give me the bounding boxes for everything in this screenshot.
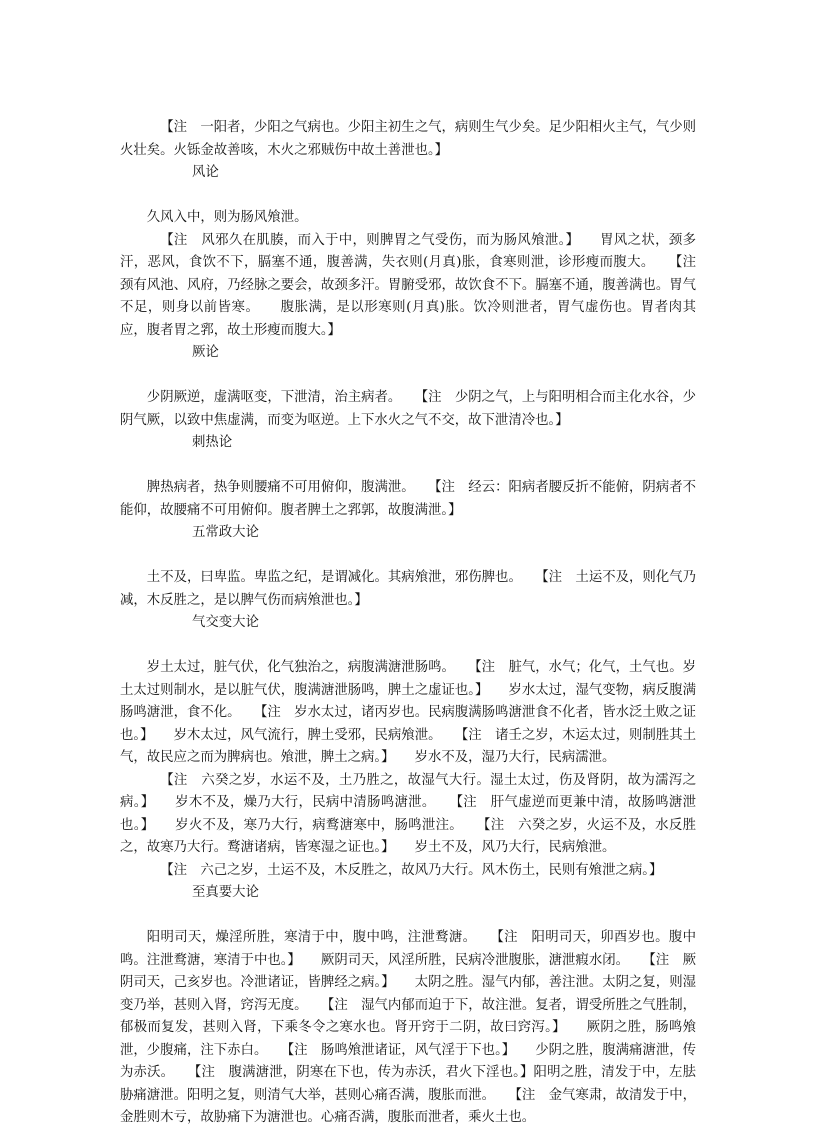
section-heading: 刺热论 (192, 435, 233, 450)
section-heading: 气交变大论 (192, 615, 259, 630)
annotation-text: 【注 土运不及，则化气乃减，木反胜之，是以脾气伤而病飧泄也。】 (120, 570, 696, 608)
annotation-text: 【注 岁水太过，诸丙岁也。民病腹满肠鸣溏泄食不化者，皆水泛土败之证也。】 (120, 705, 696, 743)
source-text: 岁木太过，风气流行，脾土受邪，民病飧泄。 (146, 727, 435, 743)
annotation-text: 【注 腹满溏泄，阴寒在下也，传为赤沃，君火下淫也。】 (167, 1065, 534, 1080)
annotation-text: 【注 六己之岁，土运不及，木反胜之，故风乃大行。风木伤土，民则有飧泄之病。】 (160, 862, 663, 878)
source-text: 岁水太过，湿气变物，病反腹满肠鸣溏泄，食不化。 (120, 682, 696, 720)
source-text: 岁水不及，湿乃大行，民病濡泄。 (387, 750, 616, 765)
section-heading: 至真要大论 (192, 885, 259, 900)
source-text: 厥阴司天，风淫所胜，民病冷泄腹胀，溏泄瘕水闭。 (294, 952, 623, 968)
section-heading: 五常政大论 (192, 525, 259, 540)
paragraph (120, 117, 696, 162)
annotation-text: 【注 湿气内郁而迫于下，故注泄。复者，谓受所胜之气胜制，郁极而复发，甚则入肾，下乘冬令之寒水也。肾开窍于二阴，故曰窍泻。】 (120, 997, 696, 1035)
annotation-text: 【注 脏气，水气；化气，土气也。岁土太过则制水，是以脏气伏，腹满溏泄肠鸣，脾土之虚证也。】 (120, 660, 696, 698)
annotation-text: 【注 厥阴司天，己亥岁也。冷泄诸证，皆脾经之病。】 (120, 952, 696, 990)
source-text: 土不及，曰卑监。卑监之纪，是谓减化。其病飧泄，邪伤脾也。 (146, 570, 516, 585)
annotation-text: 【注 风邪久在肌腠，而入于中，则脾胃之气受伤，而为肠风飧泄。】 (160, 232, 573, 248)
paragraph (120, 770, 696, 860)
source-text: 岁土不及，风乃大行，民病飧泄。 (387, 840, 616, 855)
source-text: 少阴之胜，腹满痛溏泄，传为赤沃。 (120, 1042, 696, 1080)
source-text: 岁土太过，脏气伏，化气独治之，病腹满溏泄肠鸣。 (146, 660, 449, 675)
annotation-text: 【注 一阳者，少阳之气病也。少阳主初生之气，病则生气少矣。足少阳相火主气，气少则火壮矣。火铄金故善咳，木火之邪贼伤中故土善泄也。】 (120, 120, 696, 158)
source-text: 太阴之胜。湿气内郁，善注泄。太阴之复，则湿变乃举，甚则入肾，窍泻无度。 (120, 975, 696, 1013)
annotation-text: 【注 经云：阳病者腰反折不能俯，阴病者不能仰，故腰痛不可用俯仰。腹者脾土之郛郭，故腹满泄。】 (120, 480, 696, 518)
annotation-text: 【注 六癸之岁，水运不及，土乃胜之，故湿气大行。湿土太过，伤及肾阴，故为濡泻之病。】 (120, 772, 696, 810)
paragraph (120, 927, 696, 1130)
paragraph (120, 477, 696, 522)
annotation-text: 【注 六癸之岁，火运不及，水反胜之，故寒乃大行。鹜溏诸病，皆寒湿之证也。】 (120, 817, 696, 855)
source-text: 久风入中，则为肠风飧泄。 (146, 210, 308, 225)
annotation-text: 【注 颈有风池、风府，乃经脉之要会，故颈多汗。胃腑受邪，故饮食不下。膈塞不通，腹善满也。胃气不足，则身以前皆寒。 腹胀满，是以形寒则(月真)胀。饮冷则泄者，胃气虚伤也。胃者肉其应，腹者胃之郛，故土形瘦而腹大。】 (120, 255, 710, 338)
paragraph (120, 207, 696, 230)
source-text: 少阴厥逆，虚满呕变，下泄清，治主病者。 (146, 390, 395, 405)
paragraph (120, 657, 696, 770)
section-heading: 厥论 (192, 345, 219, 360)
source-text: 阳明之胜，清发于中，左胠胁痛溏泄。阳明之复，则清气大举，甚则心痛否满，腹胀而泄。 (120, 1065, 696, 1103)
paragraph (120, 860, 696, 883)
annotation-text: 【注 少阴之气，上与阳明相合而主化水谷，少阴气厥，以致中焦虚满，而变为呕逆。上下水火之气不交，故下泄清冷也。】 (120, 390, 696, 428)
annotation-text: 【注 金气寒肃，故清发于中，金胜则木亏，故胁痛下为溏泄也。心痛否满，腹胀而泄者，乘火土也。 (120, 1087, 696, 1125)
source-text: 阳明司天，燥淫所胜，寒清于中，腹中鸣，注泄鹜溏。 (146, 930, 470, 945)
source-text: 脾热病者，热争则腰痛不可用俯仰，腹满泄。 (146, 480, 408, 495)
annotation-text: 【注 肝气虚逆而更兼中清，故肠鸣溏泄也。】 (120, 795, 696, 833)
annotation-text: 【注 诸壬之岁，木运太过，则制胜其土气，故民应之而为脾病也。飧泄，脾土之病。】 (120, 727, 696, 765)
source-text: 岁木不及，燥乃大行，民病中清肠鸣溏泄。 (147, 795, 429, 810)
source-text: 岁火不及，寒乃大行，病鹜溏寒中，肠鸣泄注。 (147, 817, 457, 833)
source-text: 胃风之状，颈多汗，恶风，食饮不下，膈塞不通，腹善满，失衣则(月真)胀，食寒则泄，诊形瘦而腹大。 (120, 232, 696, 270)
source-text: 厥阴之胜，肠鸣飧泄，少腹痛，注下赤白。 (120, 1020, 696, 1058)
paragraph (120, 387, 696, 432)
annotation-text: 【注 阳明司天，卯酉岁也。腹中鸣。注泄鹜溏，寒清于中也。】 (120, 930, 696, 968)
document-page (120, 117, 710, 1130)
annotation-text: 【注 肠鸣飧泄诸证，风气淫于下也。】 (260, 1042, 509, 1058)
paragraph (120, 230, 710, 343)
section-heading: 风论 (192, 165, 219, 180)
paragraph (120, 567, 696, 612)
